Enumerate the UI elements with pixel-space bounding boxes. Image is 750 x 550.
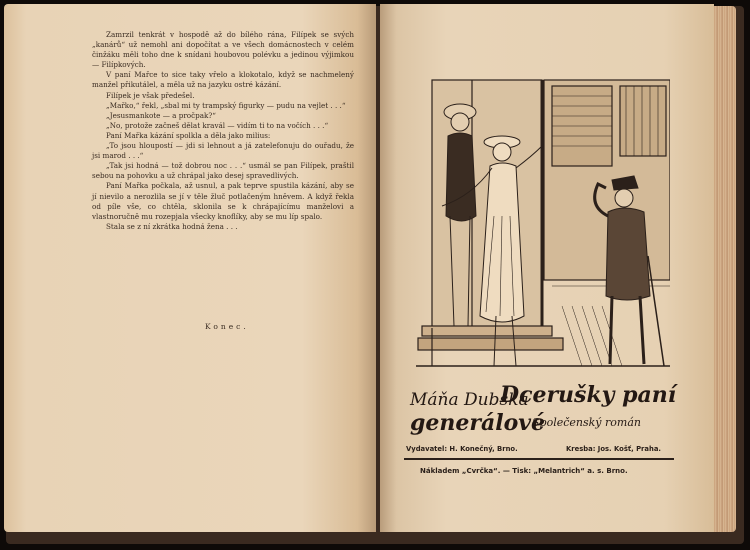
story-paragraph: Stala se z ní zkrátka hodná žena . . . [106, 221, 238, 231]
page-edges [714, 6, 736, 532]
book-title-line-2: generálové [410, 410, 546, 436]
story-paragraph: „Tak jsi hodná — tož dobrou noc . . .“ usmál se pan Filípek, praštil sebou na pohovku a už chrápal jako desej spravedlivých. [92, 161, 354, 181]
story-paragraph: Paní Mařka kázání spolkla a děla jako milius: [106, 130, 271, 140]
book-subtitle: Společenský román [532, 416, 641, 429]
book-author: Máňa Dubská [410, 390, 529, 410]
artist-credit: Kresba: Jos. Košť, Praha. [566, 445, 661, 453]
book-title-line-1: Dcerušky paní [500, 382, 677, 408]
story-paragraph: „Mařko,“ řekl, „sbal mi ty trampský figurky — pudu na vejlet . . .“ [106, 100, 346, 110]
editor-credit: Vydavatel: H. Konečný, Brno. [406, 445, 518, 453]
story-paragraph: Filípek je však předešel. [106, 90, 195, 100]
cover-illustration [412, 76, 670, 386]
story-paragraph: „No, protože začneš dělat kravál — vidím ti to na vočích . . .“ [106, 120, 329, 130]
end-mark: Konec. [205, 322, 249, 331]
publisher-line: Nákladem „Cvrčka“. — Tisk: „Melantrich“ a. s. Brno. [420, 467, 628, 475]
story-text [92, 30, 354, 232]
story-paragraph: Zamrzil tenkrát v hospodě až do bílého rána, Filípek se svých „kanárů“ už nemohl ani dopočítat a ve všech domácnostech v celém činžáku měli toho dne k snídani houbovou polévku a jedinou výjimkou — Filípkových. [92, 30, 354, 70]
story-paragraph: „To jsou hloupostí — jdi si lehnout a já zatelefonuju do ouřadu, že jsi marod . . .“ [92, 141, 354, 161]
story-paragraph: „Jesusmankote — a pročpak?“ [106, 110, 216, 120]
story-paragraph: V paní Mařce to sice taky vřelo a klokotalo, když se nachmelený manžel přikutálel, a měla už na jazyku ostré kázání. [92, 70, 354, 90]
story-paragraph: Paní Mařka počkala, až usnul, a pak teprve spustila kázání, aby se jí nievilo a nerozlila se jí v těle žluč potlačeným hněvem. A když řekla od píle vše, co chtěla, sklonila se k chrápajícímu manželovi a vlastnoručně mu rozepjala všecky knoflíky, aby se mu líp spalo. [92, 181, 354, 221]
divider-rule [404, 458, 674, 460]
